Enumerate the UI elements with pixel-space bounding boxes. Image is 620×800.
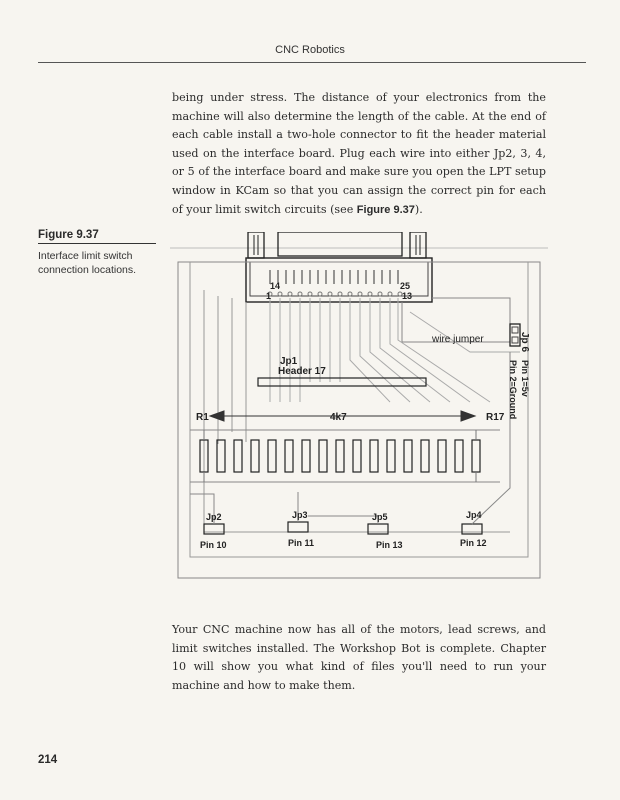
label-pin-14: 14: [270, 281, 281, 291]
header-rule: [38, 62, 586, 63]
connector-top: [278, 232, 402, 256]
label-jp2: Jp2: [206, 512, 222, 522]
connector-pin-row-bottom: [268, 292, 402, 296]
label-pin-25: 25: [400, 281, 411, 291]
label-jp1: Jp1: [280, 356, 298, 367]
label-jp6: Jp 6: [519, 332, 530, 353]
page-number: 214: [38, 754, 58, 766]
body-paragraph-2: Your CNC machine now has all of the motors, lead screws, and limit switches installed. The Workshop Bot is complete. Chapter 10 will show you what kind of files you'll need to run your machine and how to make them.: [172, 623, 546, 692]
label-pin-11: Pin 11: [288, 538, 315, 548]
label-pin-12: Pin 12: [460, 538, 487, 548]
resistor-bank: [200, 440, 480, 472]
label-jp3: Jp3: [292, 510, 308, 520]
paragraph-1-end: ).: [414, 202, 423, 216]
label-pin-13-bottom: Pin 13: [376, 540, 403, 550]
jp3-header: [288, 522, 308, 532]
label-header-17: Header 17: [278, 366, 326, 377]
header-17: [258, 378, 426, 386]
figure-label: Figure 9.37: [38, 229, 156, 244]
paragraph-1-text: being under stress. The distance of your electronics from the machine will also determine the length of the cable. At the end of each cable install a two-hole connector to fit the header material used on the interface board. Plug each wire into either Jp2, 3, 4, or 5 of the interface board and make sure you open the LPT setup window in KCam so that you can assign the correct pin for each of your limit switch circuits (see: [172, 91, 546, 216]
running-header: CNC Robotics: [275, 44, 345, 56]
figure-caption: Interface limit switch connection locations.: [38, 250, 137, 276]
label-pin1-5v: Pin 1=5v: [520, 360, 530, 397]
label-pin-13: 13: [402, 291, 413, 301]
label-jp4: Jp4: [466, 510, 482, 520]
label-r1: R1: [196, 412, 209, 423]
connector-mount-right: [410, 232, 426, 258]
label-pin2-ground: Pin 2=Ground: [508, 360, 518, 420]
label-resistor-value: 4k7: [330, 412, 347, 423]
label-r17: R17: [486, 412, 505, 423]
label-wire-jumper: wire jumper: [432, 334, 484, 345]
circuit-diagram: [170, 232, 548, 608]
figure-reference: Figure 9.37: [356, 203, 415, 216]
connector-mount-left: [248, 232, 264, 258]
connector-pin-row-top: [270, 270, 398, 284]
body-paragraph-1: [172, 89, 546, 219]
label-jp5: Jp5: [372, 512, 388, 522]
label-pin-1: 1: [266, 291, 272, 301]
label-pin-10: Pin 10: [200, 540, 227, 550]
